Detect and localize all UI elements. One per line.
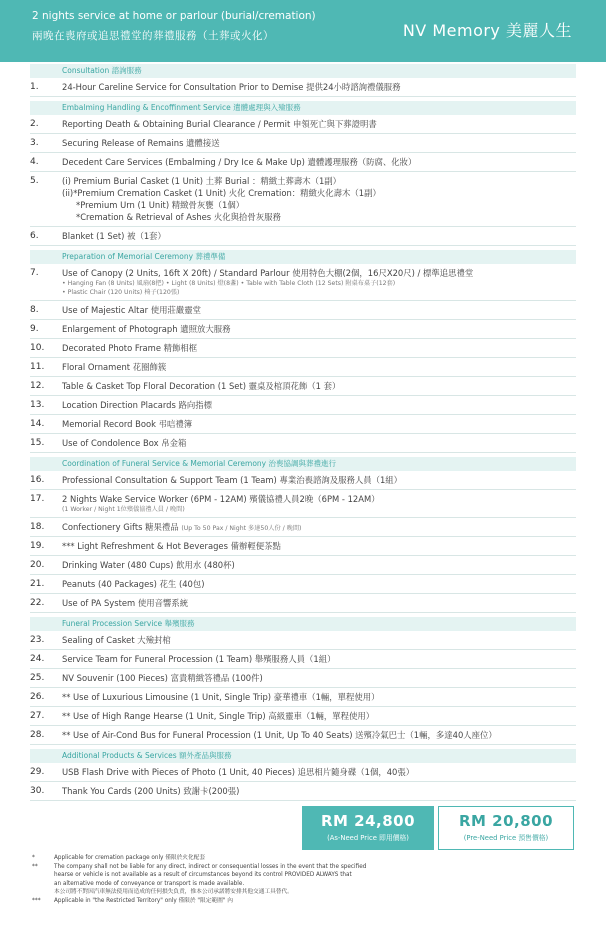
list-item bbox=[30, 537, 576, 556]
item-number: 30. bbox=[30, 786, 45, 796]
section-coordination: Coordination of Funeral Service & Memorial Ceremony 治喪協調與葬禮進行 bbox=[30, 457, 576, 471]
item-text: ** Use of High Range Hearse (1 Unit, Single Trip) 高級靈車（1輛，單程使用） bbox=[62, 711, 375, 721]
item-text: 2 Nights Wake Service Worker (6PM - 12AM) 殯儀協禮人員2晚（6PM - 12AM） bbox=[62, 494, 380, 504]
item-text: Thank You Cards (200 Units) 致謝卡(200張) bbox=[62, 786, 240, 796]
item-text: Decedent Care Services (Embalming / Dry Ice & Make Up) 遺體護理服務（防腐、化妝） bbox=[62, 157, 417, 167]
item-number: 5. bbox=[30, 176, 39, 186]
item-number: 10. bbox=[30, 343, 45, 353]
footnote bbox=[32, 897, 572, 906]
item-text: Use of Condolence Box 帛金箱 bbox=[62, 438, 187, 448]
item-text: Peanuts (40 Packages) 花生 (40包) bbox=[62, 579, 205, 589]
item-number: 15. bbox=[30, 438, 45, 448]
item-text: Blanket (1 Set) 被（1套） bbox=[62, 231, 166, 241]
as-need-amount: RM 24,800 bbox=[320, 812, 416, 830]
item-number: 4. bbox=[30, 157, 39, 167]
as-need-price-box bbox=[302, 806, 434, 850]
item-number: 29. bbox=[30, 767, 45, 777]
list-item bbox=[30, 358, 576, 377]
item-text: NV Souvenir (100 Pieces) 富貴精緻答禮品 (100件) bbox=[62, 673, 263, 683]
section-embalming: Embalming Handling & Encoffinment Service 遺體處理與入殮服務 bbox=[30, 101, 576, 115]
list-item bbox=[30, 339, 576, 358]
item-text: Decorated Photo Frame 精飾相框 bbox=[62, 343, 198, 353]
list-item bbox=[30, 707, 576, 726]
item-text: ** Use of Luxurious Limousine (1 Unit, Single Trip) 豪華禮車（1輛，單程使用） bbox=[62, 692, 380, 702]
item-number: 24. bbox=[30, 654, 45, 664]
pre-need-amount: RM 20,800 bbox=[458, 812, 554, 830]
item-number: 12. bbox=[30, 381, 45, 391]
item-number: 18. bbox=[30, 522, 45, 532]
item-number: 21. bbox=[30, 579, 45, 589]
list-item bbox=[30, 490, 576, 518]
footnote-text: an alternative mode of conveyance or transport is made available. bbox=[54, 880, 245, 887]
item-text: Enlargement of Photograph 遺照放大服務 bbox=[62, 324, 231, 334]
item-text: USB Flash Drive with Pieces of Photo (1 Unit, 40 Pieces) 追思相片隨身碟（1個，40張） bbox=[62, 767, 415, 777]
list-item bbox=[30, 594, 576, 613]
casket-option-cremation: (ii)*Premium Cremation Casket (1 Unit) 火化 Cremation：精緻火化壽木（1副） bbox=[62, 188, 381, 198]
section-procession: Funeral Procession Service 舉殯服務 bbox=[30, 617, 576, 631]
footnote-text: The company shall not be liable for any direct, indirect or consequential losses in the event that the specified bbox=[54, 863, 367, 870]
cremation-retrieval-option: *Cremation & Retrieval of Ashes 火化與拾骨灰服務 bbox=[76, 212, 281, 222]
item-subtext: (Up To 50 Pax / Night 多達50人份 / 晚間) bbox=[181, 525, 302, 532]
service-list bbox=[30, 64, 576, 801]
list-item bbox=[30, 688, 576, 707]
footnote-text: Applicable in "the Restricted Territory" only 僅限於 "限定範圍" 內 bbox=[54, 897, 233, 904]
section-preparation: Preparation of Memorial Ceremony 葬禮準備 bbox=[30, 250, 576, 264]
item-number: 27. bbox=[30, 711, 45, 721]
item-number: 25. bbox=[30, 673, 45, 683]
item-number: 17. bbox=[30, 494, 45, 504]
list-item bbox=[30, 434, 576, 453]
list-item bbox=[30, 396, 576, 415]
item-number: 9. bbox=[30, 324, 39, 334]
footnote-text: Applicable for cremation package only 僅限於火化配套 bbox=[54, 855, 206, 861]
item-text: Memorial Record Book 弔唁禮簿 bbox=[62, 419, 193, 429]
footnote-text: hearse or vehicle is not available as a result of circumstances beyond its control PROVIDED ALWAYS that bbox=[54, 872, 352, 879]
brand-title: NV Memory 美麗人生 bbox=[402, 21, 572, 40]
list-item bbox=[30, 301, 576, 320]
item-number: 6. bbox=[30, 231, 39, 241]
header-subtitle-zh: 兩晚在喪府或追思禮堂的葬禮服務（土葬或火化） bbox=[32, 30, 274, 42]
list-item bbox=[30, 650, 576, 669]
item-number: 20. bbox=[30, 560, 45, 570]
item-subtext: • Hanging Fan (8 Units) 風扇(8把) • Light (8 Units) 燈(8盞) • Table with Table Cloth (12 Sets) 附桌布桌子(12套) bbox=[62, 280, 396, 287]
list-item bbox=[30, 631, 576, 650]
list-item bbox=[30, 227, 576, 246]
item-text: Floral Ornament 花圈飾簇 bbox=[62, 362, 167, 372]
item-number: 11. bbox=[30, 362, 45, 372]
item-number: 1. bbox=[30, 82, 39, 92]
pre-need-label: (Pre-Need Price 預售價格) bbox=[463, 834, 549, 842]
item-subtext: (1 Worker / Night 1位殯儀協禮人員 / 晚間) bbox=[62, 506, 185, 513]
item-text: ** Use of Air-Cond Bus for Funeral Procession (1 Unit, Up To 40 Seats) 送殯冷氣巴士（1輛，多達40人座位） bbox=[62, 730, 497, 740]
list-item bbox=[30, 726, 576, 745]
footnote-mark: *** bbox=[32, 897, 41, 904]
header-banner bbox=[0, 0, 606, 62]
item-number: 14. bbox=[30, 419, 45, 429]
item-text: Sealing of Casket 大殮封棺 bbox=[62, 635, 171, 645]
urn-option: *Premium Urn (1 Unit) 精緻骨灰甕（1個） bbox=[76, 200, 245, 210]
list-item bbox=[30, 153, 576, 172]
item-number: 19. bbox=[30, 541, 45, 551]
header-subtitle-en: 2 nights service at home or parlour (burial/cremation) bbox=[32, 10, 316, 22]
footnote-text: 本公司將不對因汽車無法使用而造成的任何損失負責，惟本公司承諾將安排其他交通工具替代。 bbox=[54, 889, 293, 896]
item-text: Location Direction Placards 路向指標 bbox=[62, 400, 212, 410]
item-text: Confectionery Gifts 糖果禮品 bbox=[62, 522, 179, 532]
list-item bbox=[30, 415, 576, 434]
list-item bbox=[30, 134, 576, 153]
item-text: Securing Release of Remains 遺體接送 bbox=[62, 138, 220, 148]
item-number: 2. bbox=[30, 119, 39, 129]
item-text: Use of PA System 使用音響系統 bbox=[62, 598, 189, 608]
list-item bbox=[30, 669, 576, 688]
list-item bbox=[30, 264, 576, 301]
footnote bbox=[32, 854, 572, 863]
casket-option-burial: (i) Premium Burial Casket (1 Unit) 土葬 Burial ：精緻土葬壽木（1副） bbox=[62, 176, 342, 186]
item-number: 3. bbox=[30, 138, 39, 148]
item-text: Drinking Water (480 Cups) 飲用水 (480杯) bbox=[62, 560, 235, 570]
list-item bbox=[30, 320, 576, 339]
item-text: 24-Hour Careline Service for Consultation Prior to Demise 提供24小時諮詢禮儀服務 bbox=[62, 82, 401, 92]
item-text: Use of Majestic Altar 使用莊嚴靈堂 bbox=[62, 305, 201, 315]
section-additional: Additional Products & Services 額外產品與服務 bbox=[30, 749, 576, 763]
as-need-label: (As-Need Price 即用價格) bbox=[327, 834, 409, 842]
list-item bbox=[30, 115, 576, 134]
item-text: Service Team for Funeral Procession (1 Team) 舉殯服務人員（1組） bbox=[62, 654, 336, 664]
item-text: *** Light Refreshment & Hot Beverages 備辦輕便茶點 bbox=[62, 541, 281, 551]
item-text: Use of Canopy (2 Units, 16ft X 20ft) / Standard Parlour 使用特色大棚(2個，16尺X20尺) / 標準追思禮堂 bbox=[62, 268, 474, 278]
list-item bbox=[30, 471, 576, 490]
item-number: 13. bbox=[30, 400, 45, 410]
item-number: 7. bbox=[30, 268, 39, 278]
list-item bbox=[30, 377, 576, 396]
item-text: Professional Consultation & Support Team (1 Team) 專業治喪諮詢及服務人員（1組） bbox=[62, 475, 403, 485]
item-number: 22. bbox=[30, 598, 45, 608]
footnotes bbox=[32, 854, 572, 906]
item-number: 16. bbox=[30, 475, 45, 485]
item-number: 26. bbox=[30, 692, 45, 702]
footnote-mark: ** bbox=[32, 863, 38, 870]
list-item bbox=[30, 78, 576, 97]
list-item bbox=[30, 556, 576, 575]
pre-need-price-box bbox=[438, 806, 574, 850]
item-subtext: • Plastic Chair (120 Units) 椅子(120張) bbox=[62, 289, 180, 296]
section-consultation: Consultation 諮詢服務 bbox=[30, 64, 576, 78]
item-number: 8. bbox=[30, 305, 39, 315]
list-item bbox=[30, 782, 576, 801]
item-text: Reporting Death & Obtaining Burial Clearance / Permit 申領死亡與下葬證明書 bbox=[62, 119, 377, 129]
list-item bbox=[30, 763, 576, 782]
item-number: 23. bbox=[30, 635, 45, 645]
item-number: 28. bbox=[30, 730, 45, 740]
price-boxes bbox=[302, 806, 574, 848]
footnote-mark: * bbox=[32, 855, 35, 861]
item-text: Table & Casket Top Floral Decoration (1 Set) 靈桌及棺頂花飾（1 套） bbox=[62, 381, 341, 391]
list-item bbox=[30, 518, 576, 537]
list-item bbox=[30, 575, 576, 594]
footnote bbox=[32, 863, 572, 897]
list-item-casket-options bbox=[30, 172, 576, 227]
